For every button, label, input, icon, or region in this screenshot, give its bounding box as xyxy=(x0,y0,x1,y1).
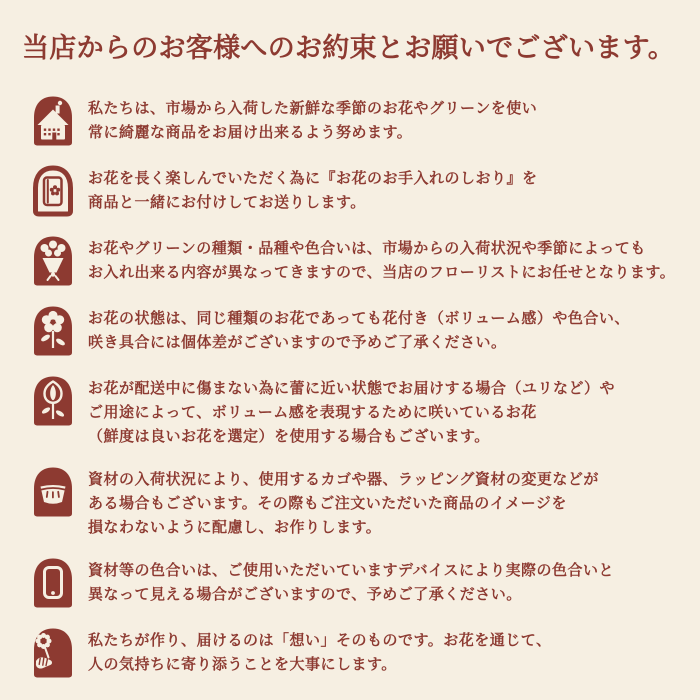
promise-item-text xyxy=(88,306,630,354)
item-text-line: ある場合もございます。その際もご注文いただいた商品のイメージを xyxy=(88,494,567,512)
promise-item xyxy=(31,557,692,609)
promise-item xyxy=(31,165,692,217)
promise-item-text xyxy=(88,467,599,539)
item-text-line: 私たちが作り、届けるのは「想い」そのものです。お花を通じて、 xyxy=(88,631,552,649)
device-icon xyxy=(31,557,75,609)
promise-item-text xyxy=(88,236,675,284)
promise-item-text xyxy=(88,376,615,448)
promise-item xyxy=(31,235,692,287)
item-text-line: 私たちは、市場から入荷した新鮮な季節のお花やグリーンを使い xyxy=(88,99,538,117)
promise-item xyxy=(31,375,692,448)
promise-item xyxy=(31,627,692,679)
item-text-line: お花を長く楽しんでいただく為に『お花のお手入れのしおり』を xyxy=(88,169,538,187)
item-text-line: 常に綺麗な商品をお届け出来るよう努めます。 xyxy=(88,123,413,141)
promise-item xyxy=(31,466,692,539)
item-text-line: 資材の入荷状況により、使用するカゴや器、ラッピング資材の変更などが xyxy=(88,470,599,488)
promise-item-text xyxy=(88,558,614,606)
item-text-line: 資材等の色合いは、ご使用いただいていますデバイスにより実際の色合いと xyxy=(88,561,614,579)
promise-list xyxy=(22,95,692,679)
item-text-line: 人の気持ちに寄り添うことを大事にします。 xyxy=(88,655,397,673)
item-text-line: お花やグリーンの種類・品種や色合いは、市場からの入荷状況や季節によっても xyxy=(88,239,646,257)
page-title: 当店からのお客様へのお約束とお願いでございます。 xyxy=(22,33,676,64)
item-text-line: 異なって見える場合がございますので、予めご了承ください。 xyxy=(88,585,522,603)
item-text-line: お花が配送中に傷まない為に蕾に近い状態でお届けする場合（ユリなど）や xyxy=(88,379,616,397)
hand-flower-icon xyxy=(31,627,75,679)
item-text-line: ご用途によって、ボリューム感を表現するために咲いているお花 xyxy=(88,403,537,421)
item-text-line: 損なわないように配慮し、お作りします。 xyxy=(88,518,382,536)
item-text-line: （鮮度は良いお花を選定）を使用する場合もございます。 xyxy=(88,427,490,445)
flower-icon xyxy=(31,305,75,357)
care-leaflet-icon xyxy=(31,165,75,217)
flower-bud-icon xyxy=(31,375,75,427)
item-text-line: 咲き具合には個体差がございますので予めご了承ください。 xyxy=(88,333,507,351)
bouquet-icon xyxy=(31,235,75,287)
item-text-line: お入れ出来る内容が異なってきますので、当店のフローリストにお任せとなります。 xyxy=(88,263,676,281)
promise-item-text xyxy=(88,96,537,144)
promise-item xyxy=(31,95,692,147)
basket-icon xyxy=(31,466,75,518)
promise-item-text xyxy=(88,628,552,676)
promise-item-text xyxy=(88,166,538,214)
promise-item xyxy=(31,305,692,357)
shop-house-icon xyxy=(31,95,75,147)
item-text-line: お花の状態は、同じ種類のお花であっても花付き（ボリューム感）や色合い、 xyxy=(88,309,630,327)
item-text-line: 商品と一緒にお付けしてお送りします。 xyxy=(88,193,366,211)
